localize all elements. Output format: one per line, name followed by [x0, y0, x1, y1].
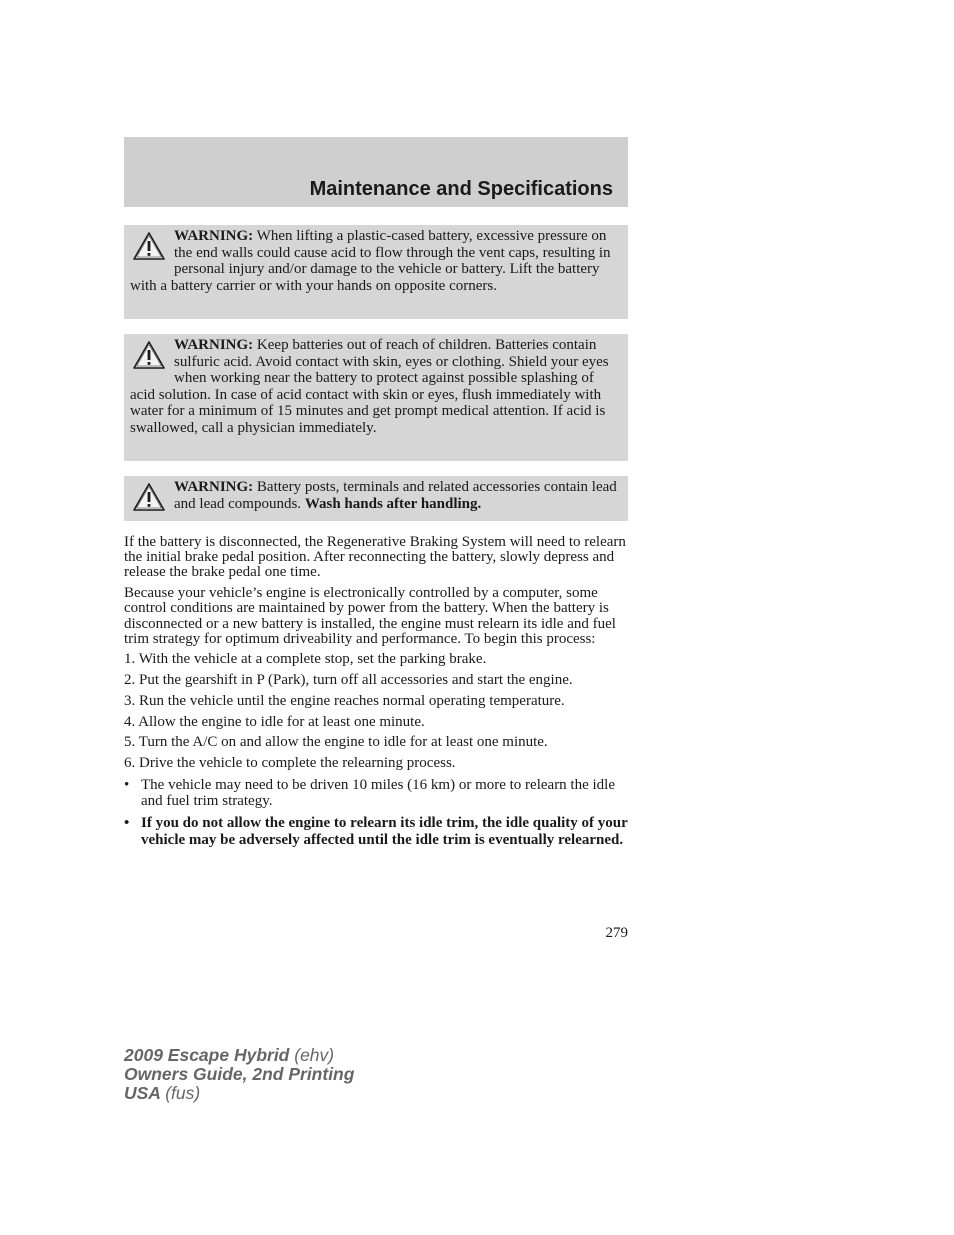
warning-box [124, 476, 628, 521]
footer-model: 2009 Escape Hybrid [124, 1045, 290, 1065]
step-item: 2. Put the gearshift in P (Park), turn off all accessories and start the engine. [124, 672, 573, 689]
warning-label: WARNING: [174, 337, 254, 353]
paragraph: Because your vehicle’s engine is electronically controlled by a computer, some control conditions are maintained by power from the battery. When the battery is disconnected or a new battery is installed, the engine must relearn its idle and fuel trim strategy for optimum driveability and performance. To begin this process: [124, 585, 616, 647]
footer-model-code: (ehv) [294, 1045, 335, 1065]
bullet-symbol: • [124, 815, 130, 832]
body-content [124, 535, 630, 854]
section-header-band [124, 137, 628, 207]
section-title: Maintenance and Specifications [309, 178, 613, 200]
step-item: 6. Drive the vehicle to complete the relearning process. [124, 754, 456, 771]
warning-label: WARNING: [174, 479, 254, 495]
warning-label: WARNING: [174, 228, 254, 244]
warning-triangle-icon [132, 231, 166, 261]
step-item: 4. Allow the engine to idle for at least one minute. [124, 713, 425, 730]
bullet-symbol: • [124, 776, 130, 793]
warning-triangle-icon [132, 340, 166, 370]
bullet-text: The vehicle may need to be driven 10 miles (16 km) or more to relearn the idle and fuel trim strategy. [141, 776, 616, 810]
footer-line [124, 1065, 354, 1084]
warning-text: Battery posts, terminals and related accessories contain lead and lead compounds. [174, 479, 617, 512]
warning-box [124, 334, 628, 461]
warning-box [124, 225, 628, 319]
step-item: 5. Turn the A/C on and allow the engine to idle for at least one minute. [124, 734, 548, 751]
footer-market-code: (fus) [165, 1083, 201, 1103]
warning-text: Keep batteries out of reach of children. Batteries contain sulfuric acid. Avoid contact with skin, eyes or clothing. Shield your eyes when working near the battery to protect against possible splashing of acid solution. In case of acid contact with skin or eyes, flush immediately with water for a minimum of 15 minutes and get prompt medical attention. If acid is swallowed, call a physician immediately. [130, 337, 609, 436]
footer-imprint [124, 1046, 354, 1103]
bullet-item [124, 777, 630, 810]
footer-printing: Owners Guide, 2nd Printing [124, 1064, 355, 1084]
bullet-text: If you do not allow the engine to relearn its idle trim, the idle quality of your vehicle may be adversely affected until the idle trim is eventually relearned. [141, 815, 628, 848]
step-item: 1. With the vehicle at a complete stop, set the parking brake. [124, 651, 487, 668]
footer-line [124, 1046, 354, 1065]
warning-triangle-icon [132, 482, 166, 512]
bullet-item [124, 815, 630, 848]
footer-line [124, 1084, 354, 1103]
page-number: 279 [605, 925, 628, 941]
warning-emphasis: Wash hands after handling. [304, 495, 482, 512]
footer-market: USA [124, 1083, 161, 1103]
warning-text: When lifting a plastic-cased battery, excessive pressure on the end walls could cause acid to flow through the vent caps, resulting in personal injury and/or damage to the vehicle or battery. Lift the battery with a battery carrier or with your hands on opposite corners. [130, 228, 611, 294]
step-item: 3. Run the vehicle until the engine reaches normal operating temperature. [124, 692, 565, 709]
paragraph: If the battery is disconnected, the Regenerative Braking System will need to relearn the initial brake pedal position. After reconnecting the battery, slowly depress and release the brake pedal one time. [124, 534, 626, 581]
